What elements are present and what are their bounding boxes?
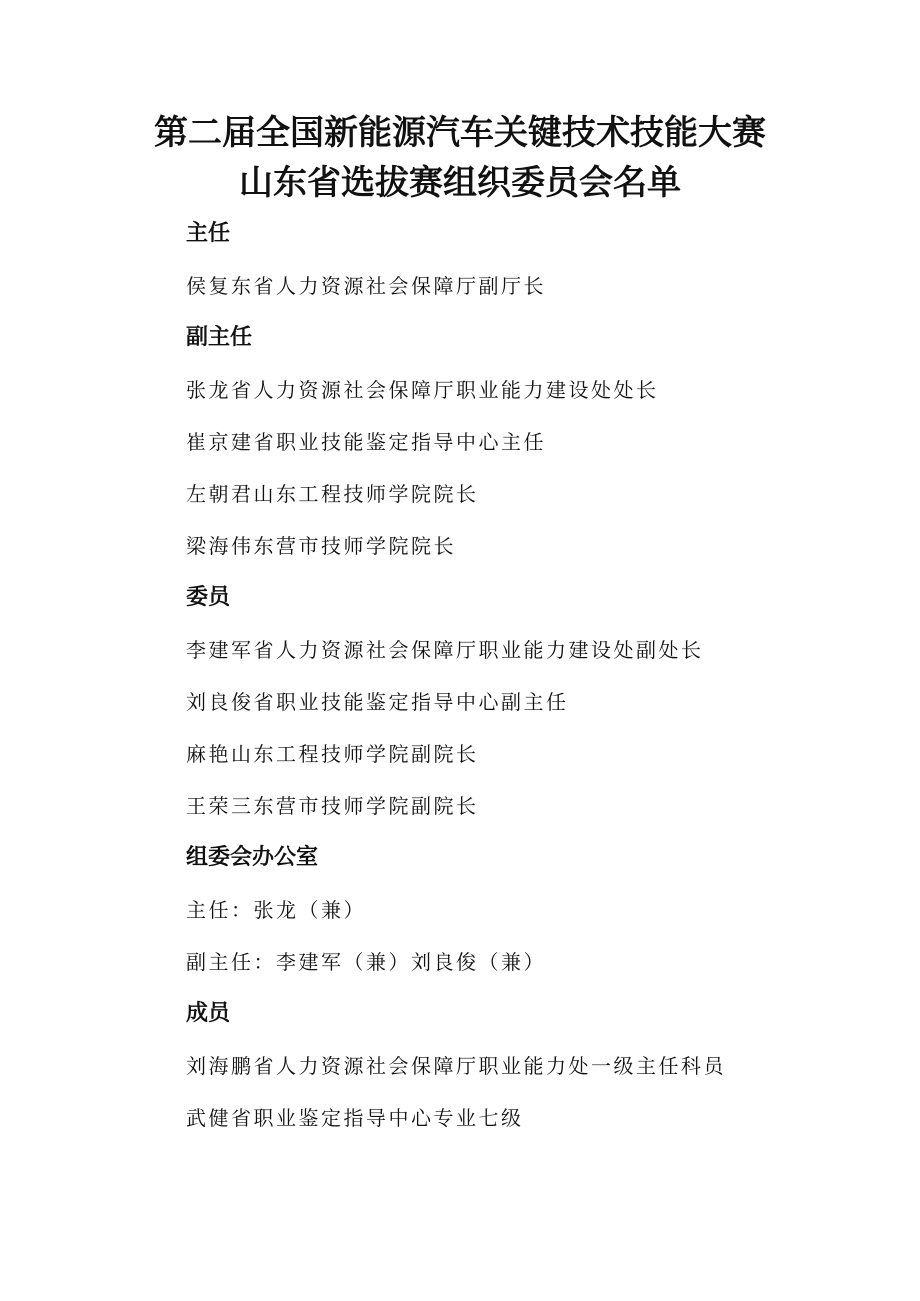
section-heading-members: 委员 [186, 585, 231, 610]
section-heading-director: 主任 [186, 221, 231, 246]
list-item: 侯复东省人力资源社会保障厅副厅长 [186, 274, 546, 298]
title-line-2: 山东省选拔赛组织委员会名单 [239, 163, 681, 203]
list-item: 李建军省人力资源社会保障厅职业能力建设处副处长 [186, 638, 704, 662]
title-line-1: 第二届全国新能源汽车关键技术技能大赛 [154, 113, 766, 153]
list-item: 左朝君山东工程技师学院院长 [186, 482, 479, 506]
list-item: 副主任：李建军（兼）刘良俊（兼） [186, 950, 546, 974]
list-item: 麻艳山东工程技师学院副院长 [186, 742, 479, 766]
list-item: 刘海鹏省人力资源社会保障厅职业能力处一级主任科员 [186, 1054, 726, 1078]
section-heading-deputy-director: 副主任 [186, 325, 253, 350]
document-title [0, 108, 920, 208]
list-item: 刘良俊省职业技能鉴定指导中心副主任 [186, 690, 569, 714]
list-item: 主任：张龙（兼） [186, 898, 366, 922]
section-heading-staff: 成员 [186, 1001, 231, 1026]
list-item: 梁海伟东营市技师学院院长 [186, 534, 456, 558]
committee-list [186, 216, 886, 1152]
list-item: 张龙省人力资源社会保障厅职业能力建设处处长 [186, 378, 659, 402]
section-heading-office: 组委会办公室 [186, 845, 319, 870]
list-item: 崔京建省职业技能鉴定指导中心主任 [186, 430, 546, 454]
list-item: 武健省职业鉴定指导中心专业七级 [186, 1106, 524, 1130]
list-item: 王荣三东营市技师学院副院长 [186, 794, 479, 818]
